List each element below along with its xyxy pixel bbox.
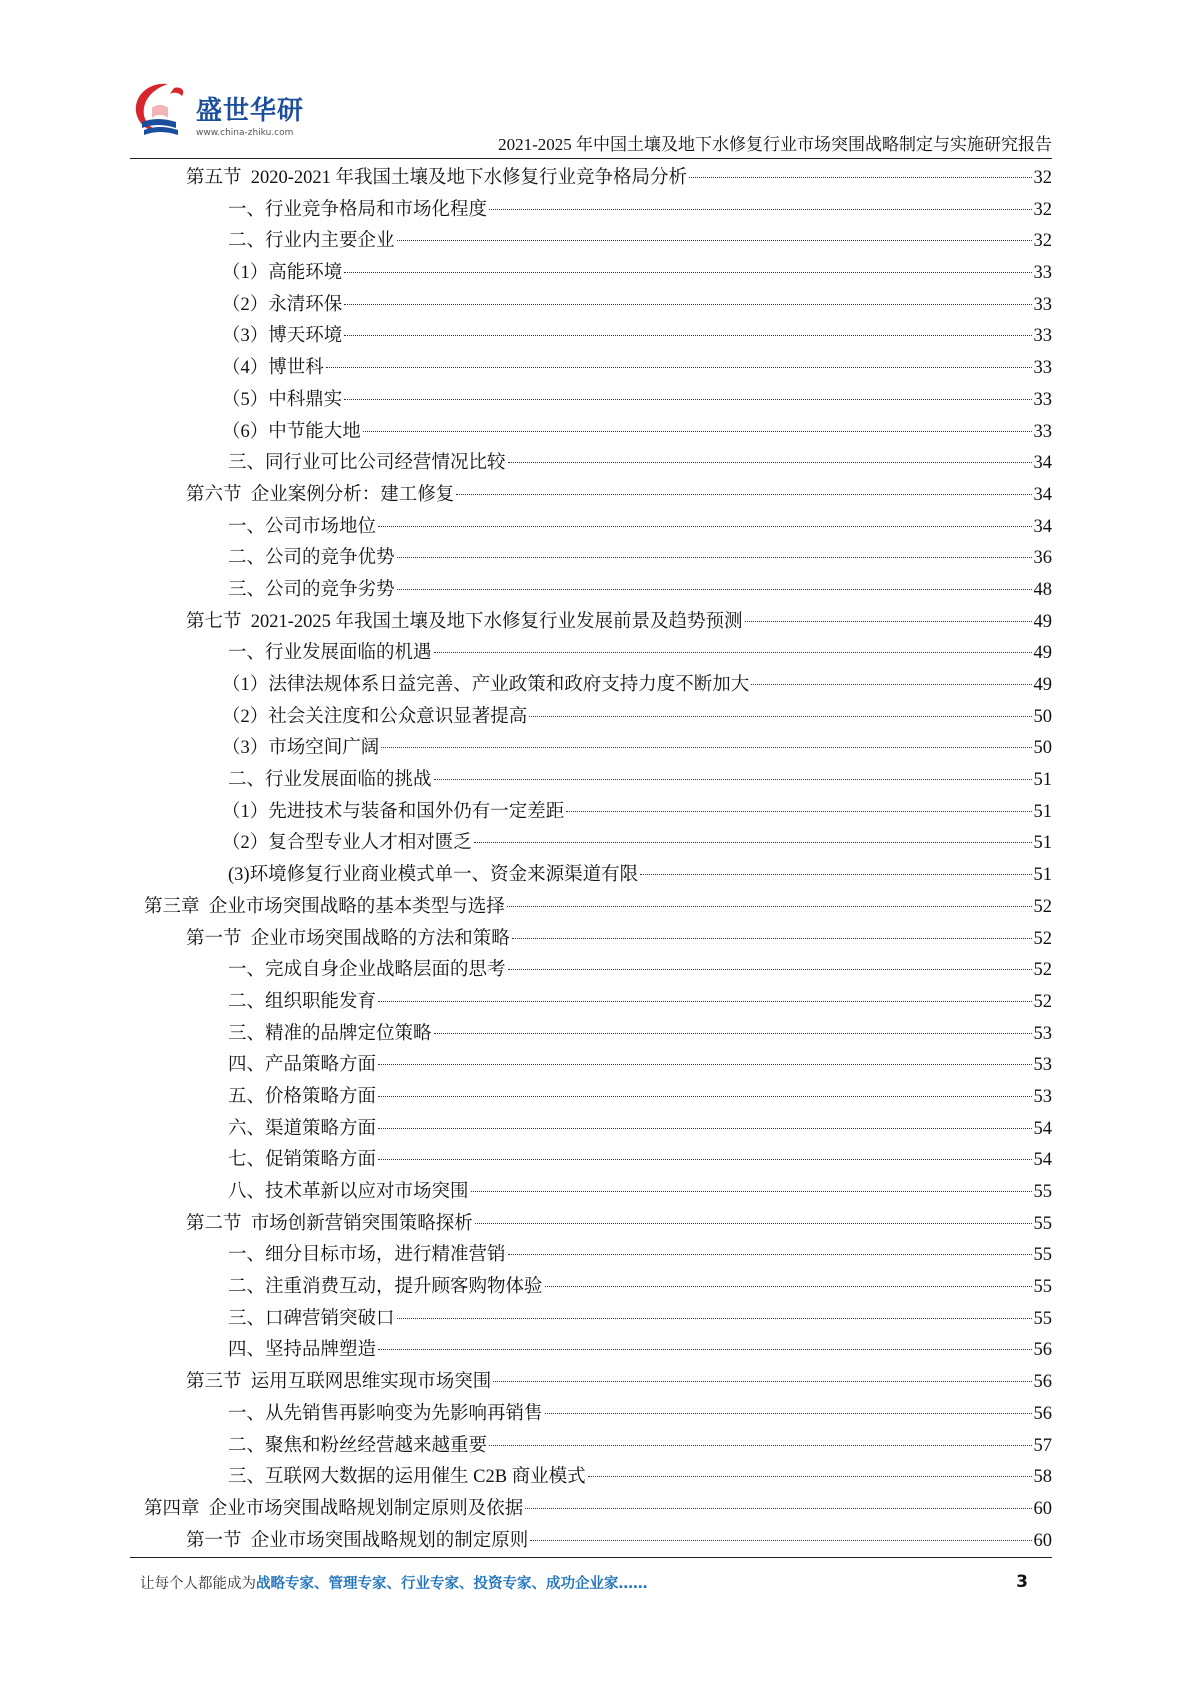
toc-entry[interactable]	[144, 290, 1052, 322]
company-logo	[130, 72, 320, 152]
toc-entry-label: 三、精准的品牌定位策略	[228, 1023, 432, 1044]
toc-entry[interactable]	[144, 1399, 1052, 1431]
toc-entry-label: 三、同行业可比公司经营情况比较	[228, 453, 506, 474]
toc-entry-label: 二、行业内主要企业	[228, 231, 395, 252]
toc-entry-label: 七、促销策略方面	[228, 1150, 377, 1171]
toc-entry-page: 51	[1033, 833, 1052, 854]
toc-dot-leader	[508, 969, 1032, 970]
toc-entry-page: 34	[1033, 453, 1052, 474]
toc-entry[interactable]	[144, 1082, 1052, 1114]
toc-entry[interactable]	[144, 1304, 1052, 1336]
toc-entry-page: 34	[1033, 484, 1052, 505]
toc-dot-leader	[530, 1540, 1031, 1541]
toc-dot-leader	[489, 1445, 1031, 1446]
toc-dot-leader	[344, 399, 1031, 400]
toc-entry-page: 33	[1033, 263, 1052, 284]
toc-entry-page: 60	[1033, 1530, 1052, 1551]
toc-entry-page: 51	[1033, 801, 1052, 822]
toc-dot-leader	[489, 209, 1031, 210]
toc-dot-leader	[493, 1381, 1031, 1382]
toc-entry-label: （4）博世科	[222, 358, 324, 379]
toc-dot-leader	[751, 684, 1031, 685]
table-of-contents	[144, 163, 1052, 1557]
toc-entry[interactable]	[144, 733, 1052, 765]
toc-entry[interactable]	[144, 1240, 1052, 1272]
toc-dot-leader	[363, 431, 1032, 432]
toc-entry-label: 一、完成自身企业战略层面的思考	[228, 960, 506, 981]
toc-entry-page: 33	[1033, 358, 1052, 379]
toc-entry-label: 一、从先销售再影响变为先影响再销售	[228, 1403, 543, 1424]
toc-entry-label: 三、公司的竞争劣势	[228, 579, 395, 600]
toc-entry-label: （2）社会关注度和公众意识显著提高	[222, 706, 528, 727]
toc-entry[interactable]	[144, 1367, 1052, 1399]
toc-entry-label: 一、细分目标市场，进行精准营销	[228, 1245, 506, 1266]
toc-entry-page: 49	[1033, 675, 1052, 695]
toc-dot-leader	[344, 335, 1031, 336]
toc-entry-page: 48	[1033, 579, 1052, 600]
toc-dot-leader	[378, 526, 1031, 527]
toc-dot-leader	[378, 1349, 1031, 1350]
toc-entry-page: 55	[1033, 1245, 1052, 1266]
toc-dot-leader	[326, 367, 1032, 368]
toc-entry[interactable]	[144, 1431, 1052, 1463]
toc-entry-label: 三、互联网大数据的运用催生 C2B 商业模式	[228, 1467, 586, 1488]
toc-entry-label: 第一节 企业市场突围战略的方法和策略	[186, 928, 510, 949]
document-title: 2021-2025 年中国土壤及地下水修复行业市场突围战略制定与实施研究报告	[498, 135, 1052, 154]
toc-dot-leader	[588, 1476, 1032, 1477]
toc-entry-label: 三、口碑营销突破口	[228, 1308, 395, 1329]
toc-dot-leader	[475, 1223, 1032, 1224]
toc-dot-leader	[745, 621, 1032, 622]
toc-entry[interactable]	[144, 955, 1052, 987]
page-footer	[140, 1572, 1052, 1600]
toc-entry-page: 50	[1033, 706, 1052, 727]
toc-entry-label: （2）永清环保	[222, 294, 343, 315]
toc-entry-label: （3）市场空间广阔	[222, 738, 380, 759]
toc-entry-page: 52	[1033, 991, 1052, 1012]
toc-entry-label: （3）博天环境	[222, 326, 343, 347]
toc-entry-label: 一、行业发展面临的机遇	[228, 643, 432, 664]
toc-dot-leader	[378, 1096, 1031, 1097]
toc-entry-label: (3)环境修复行业商业模式单一、资金来源渠道有限	[228, 865, 639, 886]
toc-entry[interactable]	[144, 987, 1052, 1019]
toc-dot-leader	[507, 906, 1032, 907]
toc-entry-page: 54	[1033, 1150, 1052, 1171]
toc-entry[interactable]	[144, 607, 1052, 639]
toc-entry-page: 50	[1033, 738, 1052, 759]
toc-entry-label: 二、组织职能发育	[228, 991, 377, 1012]
header-divider	[130, 158, 1052, 159]
toc-entry-page: 32	[1033, 231, 1052, 252]
toc-dot-leader	[378, 1064, 1031, 1065]
toc-dot-leader	[508, 1254, 1032, 1255]
toc-entry-label: 第三章 企业市场突围战略的基本类型与选择	[144, 896, 505, 917]
toc-entry-label: （1）先进技术与装备和国外仍有一定差距	[222, 801, 565, 822]
toc-entry[interactable]	[144, 1019, 1052, 1051]
toc-entry-label: 五、价格策略方面	[228, 1086, 377, 1107]
toc-entry-page: 49	[1033, 611, 1052, 632]
toc-entry[interactable]	[144, 417, 1052, 449]
toc-dot-leader	[689, 177, 1031, 178]
toc-entry[interactable]	[144, 543, 1052, 575]
toc-entry-page: 56	[1033, 1372, 1052, 1393]
logo-url: www.china-zhiku.com	[196, 128, 294, 138]
toc-entry-page: 51	[1033, 770, 1052, 791]
toc-entry-label: （1）高能环境	[222, 263, 343, 284]
toc-dot-leader	[434, 779, 1032, 780]
footer-divider	[130, 1557, 1052, 1558]
toc-dot-leader	[381, 747, 1031, 748]
logo-swoosh-icon	[130, 78, 196, 144]
toc-entry-page: 56	[1033, 1340, 1052, 1361]
toc-dot-leader	[344, 272, 1031, 273]
toc-entry-page: 51	[1033, 865, 1052, 886]
toc-entry-label: 六、渠道策略方面	[228, 1118, 377, 1139]
toc-dot-leader	[397, 589, 1032, 590]
toc-entry-page: 53	[1033, 1086, 1052, 1107]
toc-dot-leader	[434, 652, 1032, 653]
toc-entry[interactable]	[144, 258, 1052, 290]
toc-entry-page: 33	[1033, 294, 1052, 315]
toc-entry[interactable]	[144, 480, 1052, 512]
toc-entry[interactable]	[144, 321, 1052, 353]
toc-entry[interactable]	[144, 448, 1052, 480]
toc-entry-page: 55	[1033, 1277, 1052, 1298]
toc-entry[interactable]	[144, 1209, 1052, 1241]
toc-entry-page: 33	[1033, 326, 1052, 347]
toc-entry[interactable]	[144, 670, 1052, 702]
toc-entry-label: 二、注重消费互动，提升顾客购物体验	[228, 1277, 543, 1298]
toc-entry-label: 第四章 企业市场突围战略规划制定原则及依据	[144, 1498, 524, 1519]
toc-dot-leader	[474, 842, 1032, 843]
toc-entry-label: 二、公司的竞争优势	[228, 548, 395, 569]
toc-entry-label: 四、产品策略方面	[228, 1055, 377, 1076]
toc-entry[interactable]	[144, 892, 1052, 924]
toc-dot-leader	[397, 557, 1032, 558]
toc-entry[interactable]	[144, 195, 1052, 227]
toc-entry[interactable]	[144, 1462, 1052, 1494]
toc-dot-leader	[378, 1001, 1031, 1002]
toc-entry[interactable]	[144, 924, 1052, 956]
toc-entry[interactable]	[144, 1272, 1052, 1304]
toc-dot-leader	[344, 304, 1031, 305]
toc-entry-page: 55	[1033, 1308, 1052, 1329]
toc-entry-page: 56	[1033, 1403, 1052, 1424]
toc-entry-page: 58	[1033, 1467, 1052, 1488]
toc-entry-page: 49	[1033, 643, 1052, 664]
toc-dot-leader	[525, 1508, 1031, 1509]
toc-entry-label: 第一节 企业市场突围战略规划的制定原则	[186, 1530, 529, 1551]
toc-entry[interactable]	[144, 163, 1052, 195]
toc-entry[interactable]	[144, 1335, 1052, 1367]
toc-entry-label: 二、行业发展面临的挑战	[228, 770, 432, 791]
page-header	[130, 72, 1052, 160]
toc-dot-leader	[529, 716, 1031, 717]
toc-entry[interactable]	[144, 1526, 1052, 1558]
toc-entry-page: 52	[1033, 960, 1052, 981]
toc-entry-page: 53	[1033, 1055, 1052, 1076]
toc-entry-label: 第五节 2020-2021 年我国土壤及地下水修复行业竞争格局分析	[186, 168, 688, 188]
footer-slogan-highlight: 战略专家、管理专家、行业专家、投资专家、成功企业家……	[256, 1576, 648, 1592]
toc-entry-page: 32	[1033, 168, 1052, 188]
toc-entry-label: （6）中节能大地	[222, 421, 361, 442]
toc-entry-label: （5）中科鼎实	[222, 389, 343, 410]
toc-entry[interactable]	[144, 1050, 1052, 1082]
toc-entry[interactable]	[144, 765, 1052, 797]
toc-dot-leader	[397, 240, 1032, 241]
toc-entry[interactable]	[144, 1114, 1052, 1146]
toc-entry-page: 53	[1033, 1023, 1052, 1044]
toc-entry-label: 第三节 运用互联网思维实现市场突围	[186, 1372, 492, 1393]
toc-dot-leader	[378, 1128, 1031, 1129]
toc-entry-label: （2）复合型专业人才相对匮乏	[222, 833, 472, 854]
toc-entry[interactable]	[144, 860, 1052, 892]
toc-entry[interactable]	[144, 828, 1052, 860]
toc-entry-page: 55	[1033, 1213, 1052, 1234]
toc-entry[interactable]	[144, 226, 1052, 258]
toc-dot-leader	[640, 874, 1031, 875]
toc-entry[interactable]	[144, 1145, 1052, 1177]
toc-dot-leader	[508, 462, 1032, 463]
toc-entry-page: 33	[1033, 389, 1052, 410]
toc-dot-leader	[545, 1286, 1032, 1287]
toc-entry-label: 第六节 企业案例分析：建工修复	[186, 484, 455, 505]
toc-entry[interactable]	[144, 797, 1052, 829]
toc-entry-label: 第七节 2021-2025 年我国土壤及地下水修复行业发展前景及趋势预测	[186, 611, 743, 632]
toc-entry-page: 55	[1033, 1182, 1052, 1202]
toc-entry[interactable]	[144, 702, 1052, 734]
toc-entry-page: 60	[1033, 1498, 1052, 1519]
toc-entry-label: 四、坚持品牌塑造	[228, 1340, 377, 1361]
toc-entry[interactable]	[144, 385, 1052, 417]
logo-name: 盛世华研	[196, 96, 305, 126]
toc-entry-label: （1）法律法规体系日益完善、产业政策和政府支持力度不断加大	[222, 675, 750, 695]
toc-entry[interactable]	[144, 638, 1052, 670]
toc-entry[interactable]	[144, 575, 1052, 607]
toc-entry[interactable]	[144, 1494, 1052, 1526]
page-number: 3	[1016, 1572, 1028, 1592]
toc-dot-leader	[545, 1413, 1032, 1414]
toc-entry-page: 32	[1033, 199, 1052, 220]
toc-entry-label: 一、行业竞争格局和市场化程度	[228, 199, 488, 220]
toc-entry-page: 34	[1033, 516, 1052, 537]
footer-slogan: 让每个人都能成为	[140, 1576, 256, 1592]
toc-dot-leader	[456, 494, 1031, 495]
toc-entry-label: 八、技术革新以应对市场突围	[228, 1182, 469, 1202]
toc-entry-page: 52	[1033, 928, 1052, 949]
toc-entry-label: 第二节 市场创新营销突围策略探析	[186, 1213, 473, 1234]
toc-entry-label: 二、聚焦和粉丝经营越来越重要	[228, 1435, 488, 1456]
toc-dot-leader	[566, 811, 1031, 812]
toc-entry-page: 33	[1033, 421, 1052, 442]
toc-dot-leader	[512, 938, 1032, 939]
toc-entry[interactable]	[144, 1177, 1052, 1209]
toc-entry-page: 52	[1033, 896, 1052, 917]
toc-dot-leader	[378, 1159, 1031, 1160]
toc-dot-leader	[397, 1318, 1032, 1319]
toc-entry[interactable]	[144, 512, 1052, 544]
toc-entry-label: 一、公司市场地位	[228, 516, 377, 537]
toc-entry-page: 54	[1033, 1118, 1052, 1139]
toc-entry-page: 36	[1033, 548, 1052, 569]
toc-dot-leader	[434, 1033, 1032, 1034]
toc-entry[interactable]	[144, 353, 1052, 385]
toc-entry-page: 57	[1033, 1435, 1052, 1456]
toc-dot-leader	[471, 1191, 1032, 1192]
